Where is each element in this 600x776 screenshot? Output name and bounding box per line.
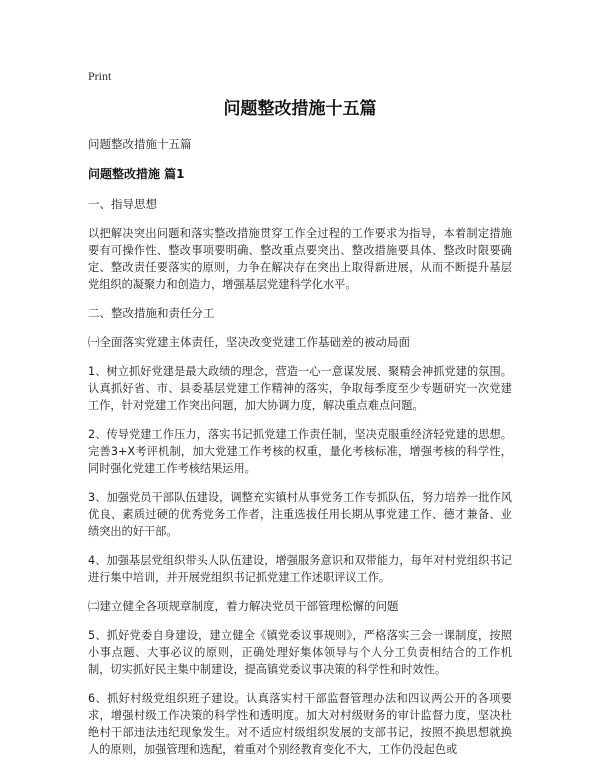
document-title: 问题整改措施十五篇 [223,99,377,119]
paragraph-item-3: 3、加强党员干部队伍建设，调整充实镇村从事党务工作专抓队伍，努力培养一批作风优良、素质过硬的优秀党务工作者，注重选拔任用长期从事党建工作、德才兼备、业绩突出的好干部。 [88,491,512,538]
paragraph-item-2: 2、传导党建工作压力，落实书记抓党建工作责任制，坚决克服重经济轻党建的思想。完善3+X考评机制，加大党建工作考核的权重，量化考核标准，增强考核的科学性，同时强化党建工作考核结果运用。 [88,428,512,475]
paragraph-guiding-ideology: 以把解决突出问题和落实整改措施贯穿工作全过程的工作要求为指导，本着制定措施要有可操作性、整改事项要明确、整改重点要突出、整改措施要具体、整改时限要确定、整改责任要落实的原则，力争在解决存在突出上取得新进展，从而不断提升基层党组织的凝聚力和创造力，增强基层党建科学化水平。 [88,227,512,291]
heading-guiding-ideology: 一、指导思想 [88,197,157,211]
subheading-party-responsibility: ㈠全面落实党建主体责任，坚决改变党建工作基础差的被动局面 [88,335,410,349]
paragraph-item-4: 4、加强基层党组织带头人队伍建设，增强服务意识和双带能力，每年对村党组织书记进行集中培训，并开展党组织书记抓党建工作述职评议工作。 [88,554,512,584]
document-subtitle: 问题整改措施十五篇 [88,137,192,151]
section-title: 问题整改措施 篇1 [88,167,185,181]
subheading-rules-system: ㈡建立健全各项规章制度，着力解决党员干部管理松懈的问题 [88,599,399,613]
paragraph-item-1: 1、树立抓好党建是最大政绩的理念，营造一心一意谋发展、聚精会神抓党建的氛围。认真抓好省、市、县委基层党建工作精神的落实，争取每季度至少专题研究一次党建工作，针对党建工作突出问题，加大协调力度，解决重点难点问题。 [88,365,512,412]
paragraph-item-5: 5、抓好党委自身建设，建立健全《镇党委议事规则》，严格落实三会一课制度，按照小事点题、大事必议的原则，正确处理好集体领导与个人分工负责相结合的工作机制，切实抓好民主集中制建设，提高镇党委议事决策的科学性和时效性。 [88,629,512,676]
print-link[interactable]: Print [88,69,112,83]
paragraph-item-6: 6、抓好村级党组织班子建设。认真落实村干部监督管理办法和四议两公开的各项要求，增强村级工作决策的科学性和透明度。加大对村级财务的审计监督力度，坚决杜绝村干部违法违纪现象发生。对不适应村级组织发展的支部书记，按照不换思想就换人的原则，加强管理和选配，着重对个别经教育变化不大，工作仍没起色或 [88,692,512,756]
heading-measures: 二、整改措施和责任分工 [88,306,215,320]
